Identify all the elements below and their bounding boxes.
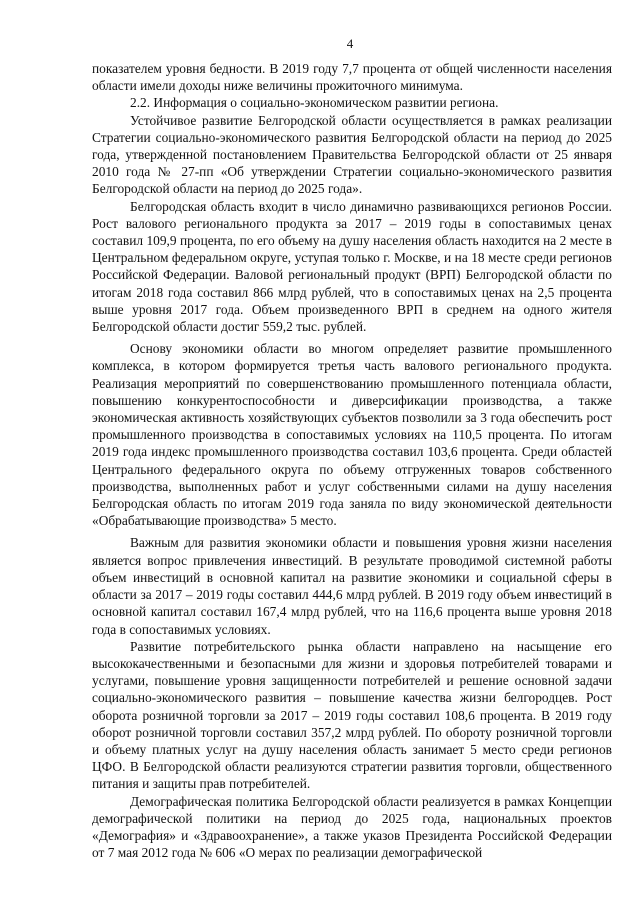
paragraph-industry: Основу экономики области во многом определяет развитие промышленного комплекса, в котором формируется третья часть валового регионального продукта. Реализация мероприятий по совершенствованию промышленного потенциала области, повышению конкурентоспособности и диверсификации производства, а также экономическая активность хозяйствующих субъектов позволили за 3 года обеспечить рост промышленного производства в сопоставимых условиях на 110,5 процента. По итогам 2019 года индекс промышленного производства составил 103,6 процента. Среди областей Центрального федерального округа по объему отгруженных товаров собственного производства, выполненных работ и услуг собственными силами на душу населения Белгородская область по итогам 2019 года заняла по виду экономической деятельности «Обрабатывающие производства» 5 место. [92,341,612,529]
paragraph-consumer-market: Развитие потребительского рынка области направлено на насыщение его высококачественными и безопасными для жизни и здоровья потребителей товарами и услугами, повышение уровня защищенности потребителей и решение основной задачи социально-экономического развития – повышение качества жизни белгородцев. Рост оборота розничной торговли за 2017 – 2019 годы составил 108,6 процента. В 2019 году оборот розничной торговли составил 357,2 млрд рублей. По обороту розничной торговли и объему платных услуг на душу населения область занимает 5 место среди регионов ЦФО. В Белгородской области реализуются стратегии развития торговли, общественного питания и защиты прав потребителей. [92,638,612,792]
paragraph-grp: Белгородская область входит в число динамично развивающихся регионов России. Рост валового регионального продукта за 2017 – 2019 годы в сопоставимых ценах составил 109,9 процента, по его объему на душу населения область находится на 2 месте в Центральном федеральном округе, уступая только г. Москве, и на 18 месте среди регионов Российской Федерации. Валовой региональный продукт (ВРП) Белгородской области по итогам 2018 года составил 866 млрд рублей, что в сопоставимых ценах на 2,5 процента выше уровня 2017 года. Объем произведенного ВРП в среднем на одного жителя Белгородской области достиг 559,2 тыс. рублей. [92,198,612,335]
paragraph-poverty-continuation: показателем уровня бедности. В 2019 году 7,7 процента от общей численности населения области имели доходы ниже величины прожиточного минимума. [92,61,612,94]
section-heading-2-2: 2.2. Информация о социально-экономическом развитии региона. [130,95,499,111]
paragraph-investment: Важным для развития экономики области и повышения уровня жизни населения является вопрос привлечения инвестиций. В результате проводимой системной работы объем инвестиций в основной капитал на развитие экономики и социальной сферы в области за 2017 – 2019 годы составил 444,6 млрд рублей. В 2019 году объем инвестиций в основной капитал составил 167,4 млрд рублей, что на 116,6 процента выше уровня 2018 года в сопоставимых условиях. [92,535,612,637]
paragraph-demography: Демографическая политика Белгородской области реализуется в рамках Концепции демографической политики на период до 2025 года, национальных проектов «Демография» и «Здравоохранение», а также указов Президента Российской Федерации от 7 мая 2012 года № 606 «О мерах по реализации демографической [92,793,612,861]
page-number: 4 [346,36,354,51]
paragraph-strategy: Устойчивое развитие Белгородской области осуществляется в рамках реализации Стратегии социально-экономического развития Белгородской области на период до 2025 года, утвержденной постановлением Правительства Белгородской области от 25 января 2010 года № 27-пп «Об утверждении Стратегии социально-экономического развития Белгородской области на период до 2025 года». [92,112,612,197]
document-body [92,60,612,861]
